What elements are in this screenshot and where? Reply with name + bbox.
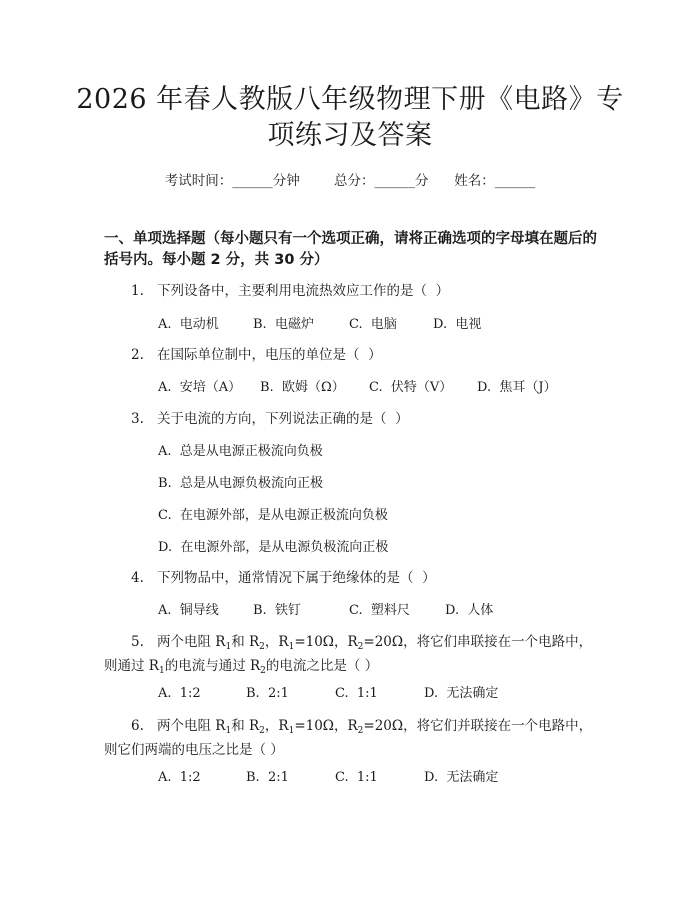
question-text: 下列设备中，主要利用电流热效应工作的是（ ）: [157, 283, 450, 299]
exam-meta: [0, 169, 700, 189]
option-d: D. 无法确定: [424, 770, 499, 785]
question-1: [131, 279, 449, 303]
question-text: 两个电阻 $R_1$和 $R_2$，$R_1=10\Omega$，$R_2=20\Omega$，将它们串联接在一个电路中，则通过 $R_1$的电流与通过 $R_2$的电流之比是（ ）: [104, 634, 593, 676]
section-heading: 一、单项选择题（每小题只有一个选项正确，请将正确选项的字母填在题后的括号内。每小题 2 分，共 30 分）: [104, 231, 597, 268]
option-c: C. 电脑: [349, 317, 397, 332]
total-score: 总分：______分: [334, 173, 429, 189]
option-a: A. 1:2: [158, 686, 201, 701]
option-d: D. 人体: [445, 603, 494, 618]
option-c: C. 1:1: [335, 770, 378, 785]
option-d: D. 焦耳（J）: [477, 380, 557, 395]
question-number: 5.: [131, 634, 144, 650]
option-d: D. 无法确定: [424, 686, 499, 701]
question-text: 下列物品中，通常情况下属于绝缘体的是（ ）: [157, 570, 436, 586]
question-6: [104, 714, 604, 762]
title-line-1: 2026 年春人教版八年级物理下册《电路》专: [76, 84, 624, 115]
student-name: 姓名：______: [454, 173, 536, 189]
option-a: A. 电动机: [158, 317, 219, 332]
option-c: C. 伏特（V）: [369, 380, 453, 395]
option-b: B. 总是从电源负极流向正极: [158, 476, 323, 491]
option-c: C. 塑料尺: [349, 603, 410, 618]
option-c: C. 1:1: [335, 686, 378, 701]
question-number: 6.: [131, 718, 144, 734]
option-c: C. 在电源外部，是从电源正极流向负极: [158, 508, 388, 523]
option-d: D. 电视: [433, 317, 482, 332]
page-title: [40, 82, 660, 154]
question-2: [131, 343, 382, 367]
option-a: A. 安培（A）: [158, 380, 242, 395]
question-text: 两个电阻 $R_1$和 $R_2$，$R_1=10\Omega$，$R_2=20\Omega$，将它们并联接在一个电路中，则它们两端的电压之比是（ ）: [104, 718, 593, 758]
question-number: 2.: [131, 347, 144, 363]
question-text: 在国际单位制中，电压的单位是（ ）: [157, 347, 382, 363]
option-b: B. 电磁炉: [253, 317, 314, 332]
question-5: [104, 630, 604, 678]
title-line-2: 项练习及答案: [267, 120, 433, 151]
option-a: A. 总是从电源正极流向负极: [158, 444, 323, 459]
question-text: 关于电流的方向，下列说法正确的是（ ）: [157, 411, 409, 427]
exam-time: 考试时间：______分钟: [164, 173, 300, 189]
option-d: D. 在电源外部，是从电源负极流向正极: [158, 540, 389, 555]
question-4: [131, 566, 436, 590]
option-b: B. 欧姆（Ω）: [260, 380, 345, 395]
option-a: A. 铜导线: [158, 603, 219, 618]
question-number: 1.: [131, 283, 144, 299]
question-number: 4.: [131, 570, 144, 586]
option-b: B. 铁钉: [253, 603, 301, 618]
question-3: [131, 407, 409, 431]
option-b: B. 2:1: [246, 686, 289, 701]
option-b: B. 2:1: [246, 770, 289, 785]
option-a: A. 1:2: [158, 770, 201, 785]
question-number: 3.: [131, 411, 144, 427]
